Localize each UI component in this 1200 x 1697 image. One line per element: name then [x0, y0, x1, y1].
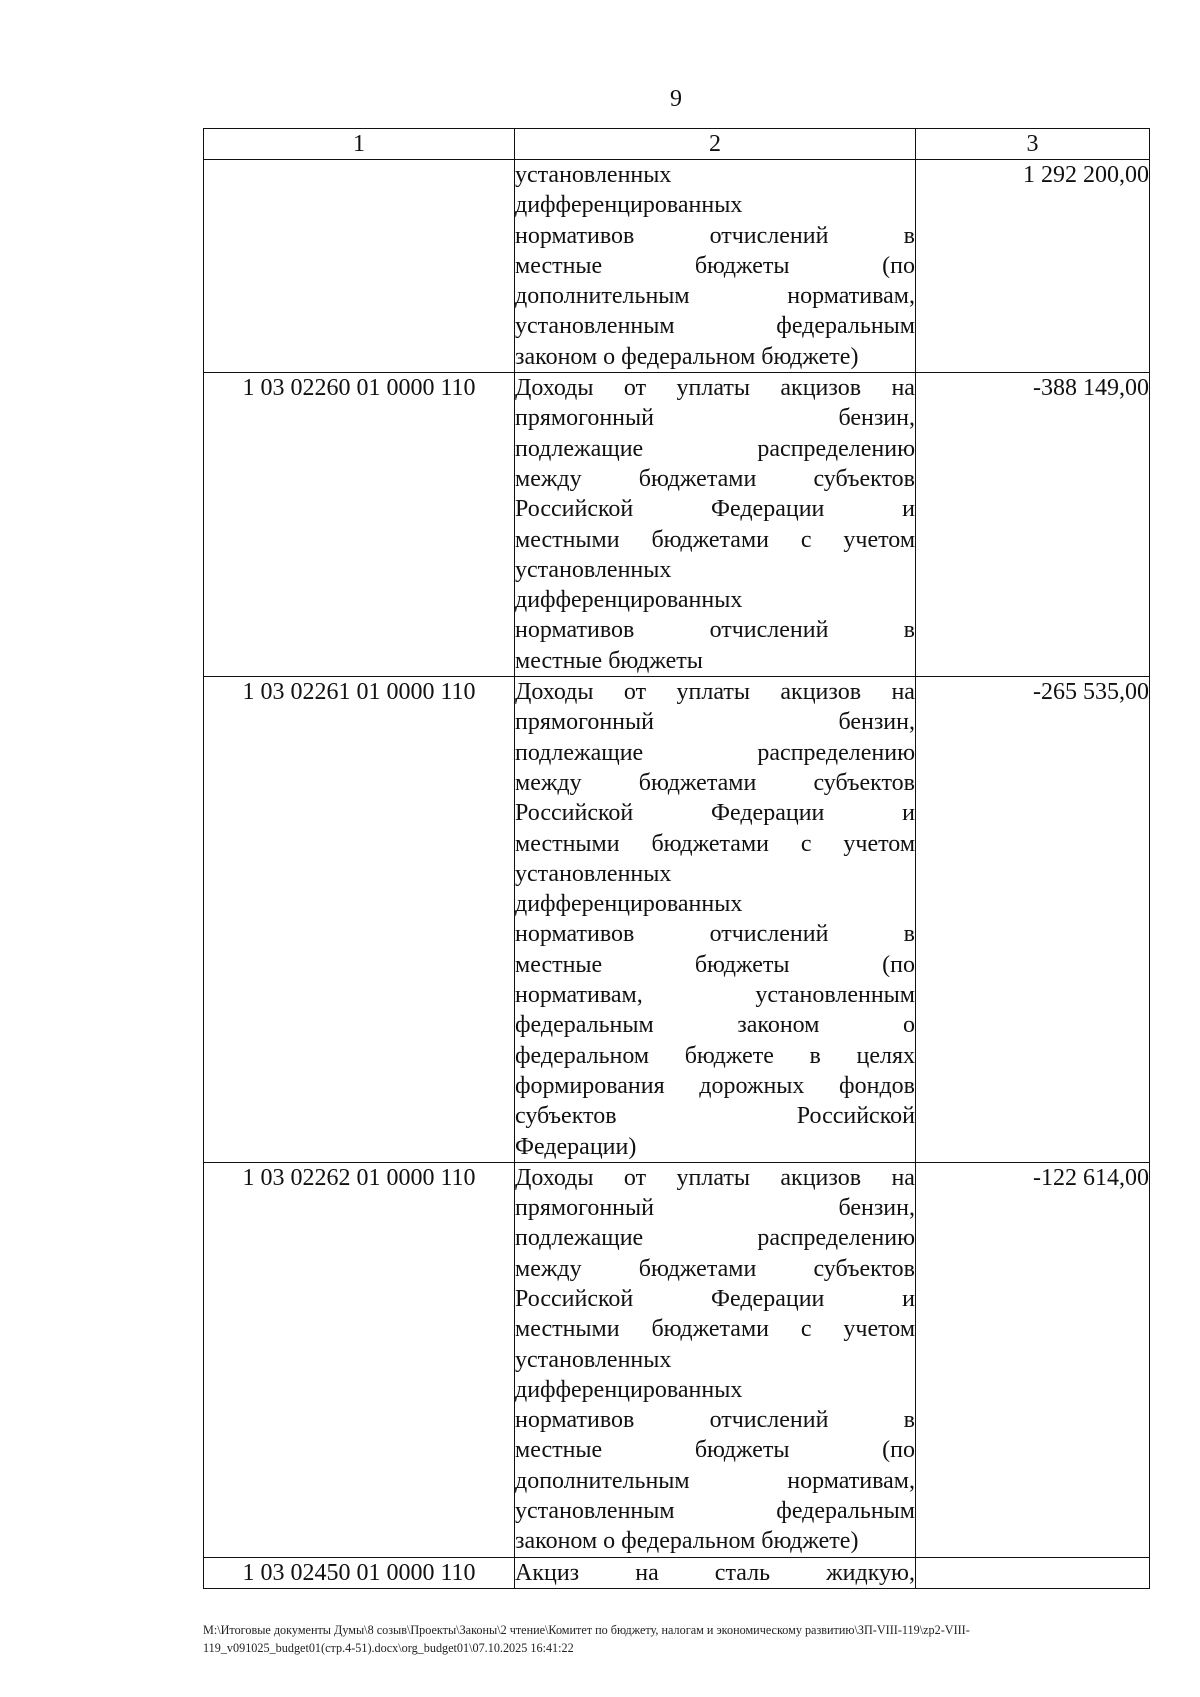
description-word: на	[635, 1559, 659, 1586]
description-word: подлежащие	[515, 435, 644, 462]
description-word: в	[903, 921, 915, 948]
description-word: формирования	[515, 1072, 665, 1099]
description-word: отчислений	[709, 921, 829, 948]
budget-code-cell: 1 03 02261 01 0000 110	[204, 677, 515, 1163]
description-word: подлежащие	[515, 1225, 644, 1252]
amount-cell	[916, 1557, 1150, 1588]
file-path-footer	[203, 1621, 1149, 1657]
description-word: дорожных	[699, 1072, 805, 1099]
description-line	[515, 889, 915, 919]
description-line	[515, 160, 915, 190]
description-word: учетом	[843, 830, 915, 857]
description-word: местными	[515, 526, 620, 553]
budget-table	[203, 128, 1150, 1589]
description-word: федеральным	[515, 1012, 654, 1039]
description-word: от	[623, 1164, 647, 1191]
description-line	[515, 615, 915, 645]
description-word: и	[902, 496, 915, 523]
description-word: бензин,	[838, 709, 915, 736]
description-line	[515, 403, 915, 433]
description-word: субъектов	[813, 1255, 915, 1282]
description-word: Российской	[515, 496, 634, 523]
description-word: уплаты	[676, 375, 750, 402]
description-word: уплаты	[676, 1164, 750, 1191]
table-row	[204, 160, 1150, 373]
description-line	[515, 1314, 915, 1344]
description-line	[515, 525, 915, 555]
amount-cell: 1 292 200,00	[916, 160, 1150, 373]
income-description-cell	[515, 677, 916, 1163]
description-word: между	[515, 769, 582, 796]
description-word: дифференцированных	[515, 1376, 743, 1403]
description-word: дополнительным	[515, 283, 690, 310]
description-line	[515, 464, 915, 494]
description-line	[515, 1526, 915, 1556]
description-line	[515, 919, 915, 949]
description-line	[515, 1284, 915, 1314]
description-line	[515, 1041, 915, 1071]
description-line	[515, 373, 915, 403]
description-line	[515, 1466, 915, 1496]
description-word: и	[902, 1285, 915, 1312]
description-word: бюджеты	[694, 1437, 790, 1464]
description-line	[515, 950, 915, 980]
description-word: распределению	[757, 1225, 915, 1252]
description-line	[515, 1345, 915, 1375]
description-line	[515, 281, 915, 311]
description-word: бюджетами	[651, 830, 769, 857]
header-cell-2: 2	[515, 129, 916, 160]
description-line	[515, 1101, 915, 1131]
budget-code-cell: 1 03 02450 01 0000 110	[204, 1557, 515, 1588]
amount-cell: -122 614,00	[916, 1162, 1150, 1557]
description-line	[515, 1193, 915, 1223]
footer-path-line-2: 119_v091025_budget01(стр.4-51).docx\org_budget01\07.10.2025 16:41:22	[203, 1641, 574, 1655]
description-word: прямогонный	[515, 709, 654, 736]
description-word: дифференцированных	[515, 587, 743, 614]
description-word: местные бюджеты	[515, 647, 703, 674]
description-line	[515, 1010, 915, 1040]
description-word: бензин,	[838, 1195, 915, 1222]
description-word: о	[902, 1012, 915, 1039]
table-row	[204, 373, 1150, 677]
income-description-cell	[515, 160, 916, 373]
description-word: (по	[882, 1437, 915, 1464]
description-word: отчислений	[709, 617, 829, 644]
description-word: Акциз	[515, 1559, 580, 1586]
description-line	[515, 1254, 915, 1284]
description-line	[515, 1435, 915, 1465]
description-word: дополнительным	[515, 1467, 690, 1494]
amount-cell: -265 535,00	[916, 677, 1150, 1163]
description-word: местными	[515, 1316, 620, 1343]
description-word: прямогонный	[515, 1195, 654, 1222]
budget-code-cell: 1 03 02260 01 0000 110	[204, 373, 515, 677]
description-line	[515, 494, 915, 524]
description-line	[515, 190, 915, 220]
description-word: Российской	[515, 800, 634, 827]
description-word: между	[515, 465, 582, 492]
description-word: сталь	[714, 1559, 771, 1586]
description-word: в	[809, 1042, 821, 1069]
description-word: установленных	[515, 556, 672, 583]
description-word: на	[891, 375, 915, 402]
description-line	[515, 1405, 915, 1435]
description-word: фондов	[839, 1072, 915, 1099]
budget-code-cell: 1 03 02262 01 0000 110	[204, 1162, 515, 1557]
description-word: акцизов	[780, 679, 862, 706]
description-word: федеральным	[776, 1498, 915, 1525]
description-word: уплаты	[676, 679, 750, 706]
table-header-row	[204, 129, 1150, 160]
income-description-cell	[515, 373, 916, 677]
description-word: дифференцированных	[515, 192, 743, 219]
description-line	[515, 707, 915, 737]
description-line	[515, 251, 915, 281]
description-word: Федерации	[711, 496, 825, 523]
description-line	[515, 221, 915, 251]
description-word: нормативов	[515, 1407, 635, 1434]
income-description-cell	[515, 1162, 916, 1557]
description-line	[515, 859, 915, 889]
description-word: федеральном	[515, 1042, 650, 1069]
description-line	[515, 1223, 915, 1253]
description-word: субъектов	[813, 465, 915, 492]
description-word: субъектов	[515, 1103, 617, 1130]
description-word: бюджетами	[638, 769, 757, 796]
amount-cell: -388 149,00	[916, 373, 1150, 677]
description-word: распределению	[757, 435, 915, 462]
description-word: Российской	[515, 1285, 634, 1312]
description-word: учетом	[843, 526, 915, 553]
description-word: отчислений	[709, 1407, 829, 1434]
header-cell-3: 3	[916, 129, 1150, 160]
description-line	[515, 311, 915, 341]
description-word: нормативов	[515, 617, 635, 644]
description-line	[515, 1071, 915, 1101]
description-word: на	[891, 679, 915, 706]
description-word: установленных	[515, 1346, 672, 1373]
description-word: с	[800, 830, 812, 857]
description-word: целях	[856, 1042, 915, 1069]
description-word: Доходы	[515, 679, 594, 706]
description-line	[515, 646, 915, 676]
page-number: 9	[670, 86, 682, 112]
description-word: Доходы	[515, 1164, 594, 1191]
description-word: местными	[515, 830, 620, 857]
description-word: в	[903, 617, 915, 644]
budget-code-cell	[204, 160, 515, 373]
description-word: (по	[882, 252, 915, 279]
description-word: нормативам,	[787, 283, 915, 310]
description-line	[515, 342, 915, 372]
description-line	[515, 585, 915, 615]
description-word: учетом	[843, 1316, 915, 1343]
description-word: установленным	[515, 313, 675, 340]
description-word: с	[800, 1316, 812, 1343]
table-row	[204, 1162, 1150, 1557]
description-word: бюджетами	[638, 1255, 757, 1282]
description-word: в	[903, 222, 915, 249]
description-word: между	[515, 1255, 582, 1282]
description-word: установленных	[515, 860, 672, 887]
description-word: жидкую,	[826, 1559, 915, 1586]
description-line	[515, 768, 915, 798]
description-word: бюджетами	[638, 465, 757, 492]
footer-path-line-1: M:\Итоговые документы Думы\8 созыв\Проекты\Законы\2 чтение\Комитет по бюджету, налогам и экономическому развитию\ЗП-VIII-119\zp2-VIII-	[203, 1623, 970, 1637]
description-line	[515, 1496, 915, 1526]
description-word: с	[800, 526, 812, 553]
description-word: и	[902, 800, 915, 827]
description-word: бензин,	[838, 405, 915, 432]
description-word: федеральным	[776, 313, 915, 340]
description-line	[515, 738, 915, 768]
description-line	[515, 798, 915, 828]
description-word: законом о федеральном бюджете)	[515, 343, 859, 370]
description-word: местные	[515, 1437, 603, 1464]
description-word: прямогонный	[515, 405, 654, 432]
description-word: Федерации	[711, 800, 825, 827]
description-word: законом	[737, 1012, 820, 1039]
description-line	[515, 1132, 915, 1162]
description-word: местные	[515, 252, 603, 279]
description-word: в	[903, 1407, 915, 1434]
description-word: бюджетами	[651, 1316, 769, 1343]
description-word: нормативам,	[515, 982, 643, 1009]
description-line	[515, 980, 915, 1010]
description-word: бюджеты	[694, 951, 790, 978]
description-word: Доходы	[515, 375, 594, 402]
description-word: местные	[515, 951, 603, 978]
description-line	[515, 555, 915, 585]
description-word: бюджете	[684, 1042, 774, 1069]
description-word: на	[891, 1164, 915, 1191]
header-cell-1: 1	[204, 129, 515, 160]
description-word: подлежащие	[515, 739, 644, 766]
description-word: установленных	[515, 162, 672, 188]
description-word: бюджетами	[651, 526, 769, 553]
description-word: отчислений	[709, 222, 829, 249]
description-line	[515, 1163, 915, 1193]
description-word: Федерации	[711, 1285, 825, 1312]
description-word: распределению	[757, 739, 915, 766]
table-row	[204, 1557, 1150, 1588]
description-word: от	[623, 679, 647, 706]
description-word: дифференцированных	[515, 891, 743, 918]
description-word: установленным	[755, 982, 915, 1009]
description-line	[515, 677, 915, 707]
description-word: нормативам,	[787, 1467, 915, 1494]
description-word: нормативов	[515, 921, 635, 948]
description-line	[515, 1558, 915, 1588]
description-word: установленным	[515, 1498, 675, 1525]
description-word: субъектов	[813, 769, 915, 796]
income-description-cell	[515, 1557, 916, 1588]
table-row	[204, 677, 1150, 1163]
description-word: (по	[882, 951, 915, 978]
description-word: нормативов	[515, 222, 635, 249]
description-word: бюджеты	[694, 252, 790, 279]
description-line	[515, 434, 915, 464]
description-word: законом о федеральном бюджете)	[515, 1528, 859, 1555]
description-word: акцизов	[780, 375, 862, 402]
description-word: Федерации)	[515, 1133, 637, 1160]
description-line	[515, 829, 915, 859]
description-word: от	[623, 375, 647, 402]
description-word: акцизов	[780, 1164, 862, 1191]
description-line	[515, 1375, 915, 1405]
description-word: Российской	[796, 1103, 915, 1130]
